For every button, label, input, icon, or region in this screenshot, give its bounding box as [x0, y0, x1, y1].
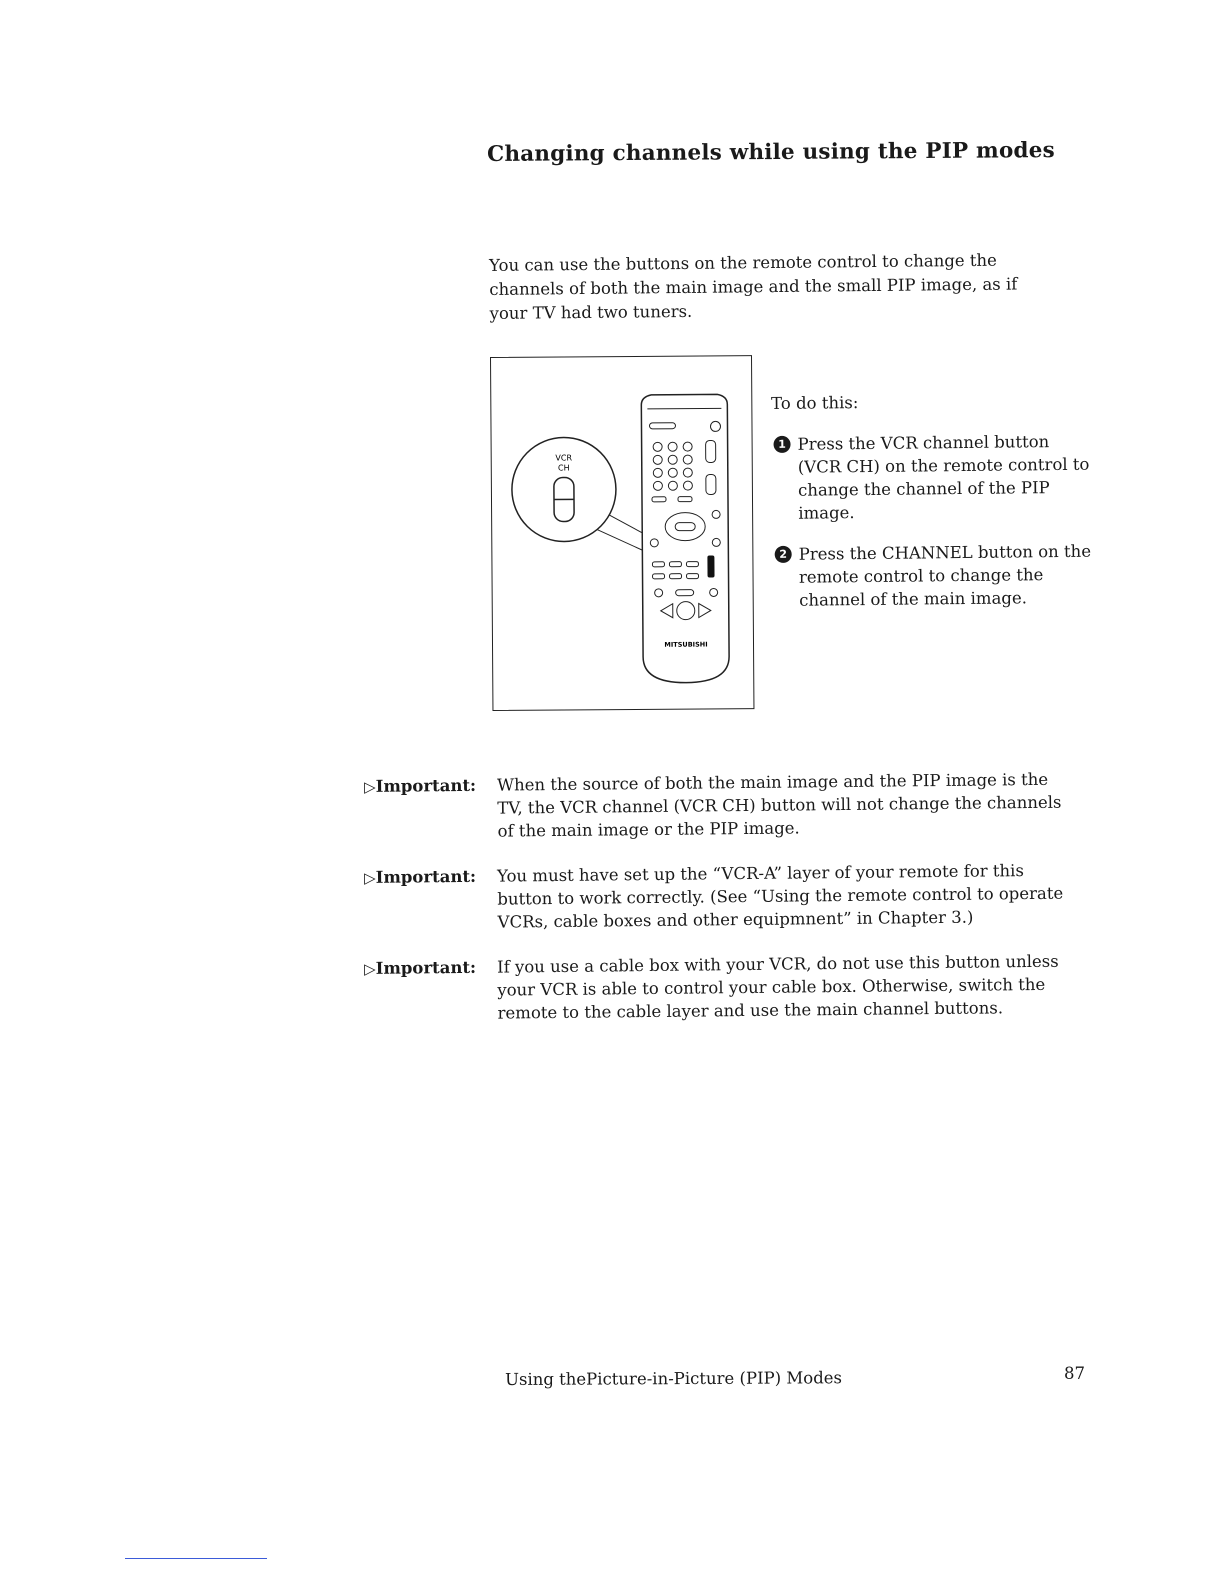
intro-paragraph: You can use the buttons on the remote control to change the channels of both the main image and the small PIP image, as if your TV had two tuners.	[489, 250, 1018, 323]
step-number-badge: 2	[775, 546, 792, 563]
remote-figure	[490, 355, 754, 711]
page-number: 87	[1064, 1364, 1085, 1383]
remote-illustration	[491, 356, 755, 712]
step-text: Press the VCR channel button (VCR CH) on the remote control to change the channel of the PIP image.	[797, 432, 1090, 523]
important-text: When the source of both the main image and the PIP image is the TV, the VCR channel (VCR CH) button will not change the channels of the main image or the PIP image.	[497, 769, 1062, 841]
step-2	[773, 540, 1094, 612]
scan-edge-line	[125, 1558, 267, 1559]
step-text: Press the CHANNEL button on the remote control to change the channel of the main image.	[798, 541, 1092, 610]
brand-logo: MITSUBISHI	[664, 640, 708, 649]
instruction-steps	[771, 389, 1093, 630]
vcr-ch-button-highlight	[707, 555, 714, 577]
step-1	[771, 430, 1092, 525]
callout-label-ch: CH	[557, 463, 570, 473]
important-text: You must have set up the “VCR-A” layer of your remote for this button to work correctly. (See “Using the remote control to operate VCRs, cable boxes and other equipmnent” in Chapter 3.)	[497, 861, 1064, 932]
triangle-marker-icon: ▷	[364, 868, 376, 887]
important-note-1	[364, 767, 1085, 844]
triangle-marker-icon: ▷	[364, 777, 376, 796]
important-note-3	[364, 949, 1085, 1026]
important-label: ▷Important:	[364, 775, 477, 796]
footer-section-title: Using thePicture-in-Picture (PIP) Modes	[505, 1368, 843, 1389]
triangle-marker-icon: ▷	[364, 959, 376, 978]
important-note-2	[364, 858, 1085, 935]
callout-label-vcr: VCR	[555, 453, 573, 463]
important-label: ▷Important:	[364, 866, 477, 887]
step-number-badge: 1	[773, 436, 790, 453]
important-label: ▷Important:	[364, 957, 477, 978]
steps-lead: To do this:	[771, 393, 859, 413]
important-text: If you use a cable box with your VCR, do not use this button unless your VCR is able to control your cable box. Otherwise, switch the remote to the cable layer and use the main channel buttons.	[497, 951, 1059, 1023]
page-title: Changing channels while using the PIP modes	[487, 138, 1055, 167]
